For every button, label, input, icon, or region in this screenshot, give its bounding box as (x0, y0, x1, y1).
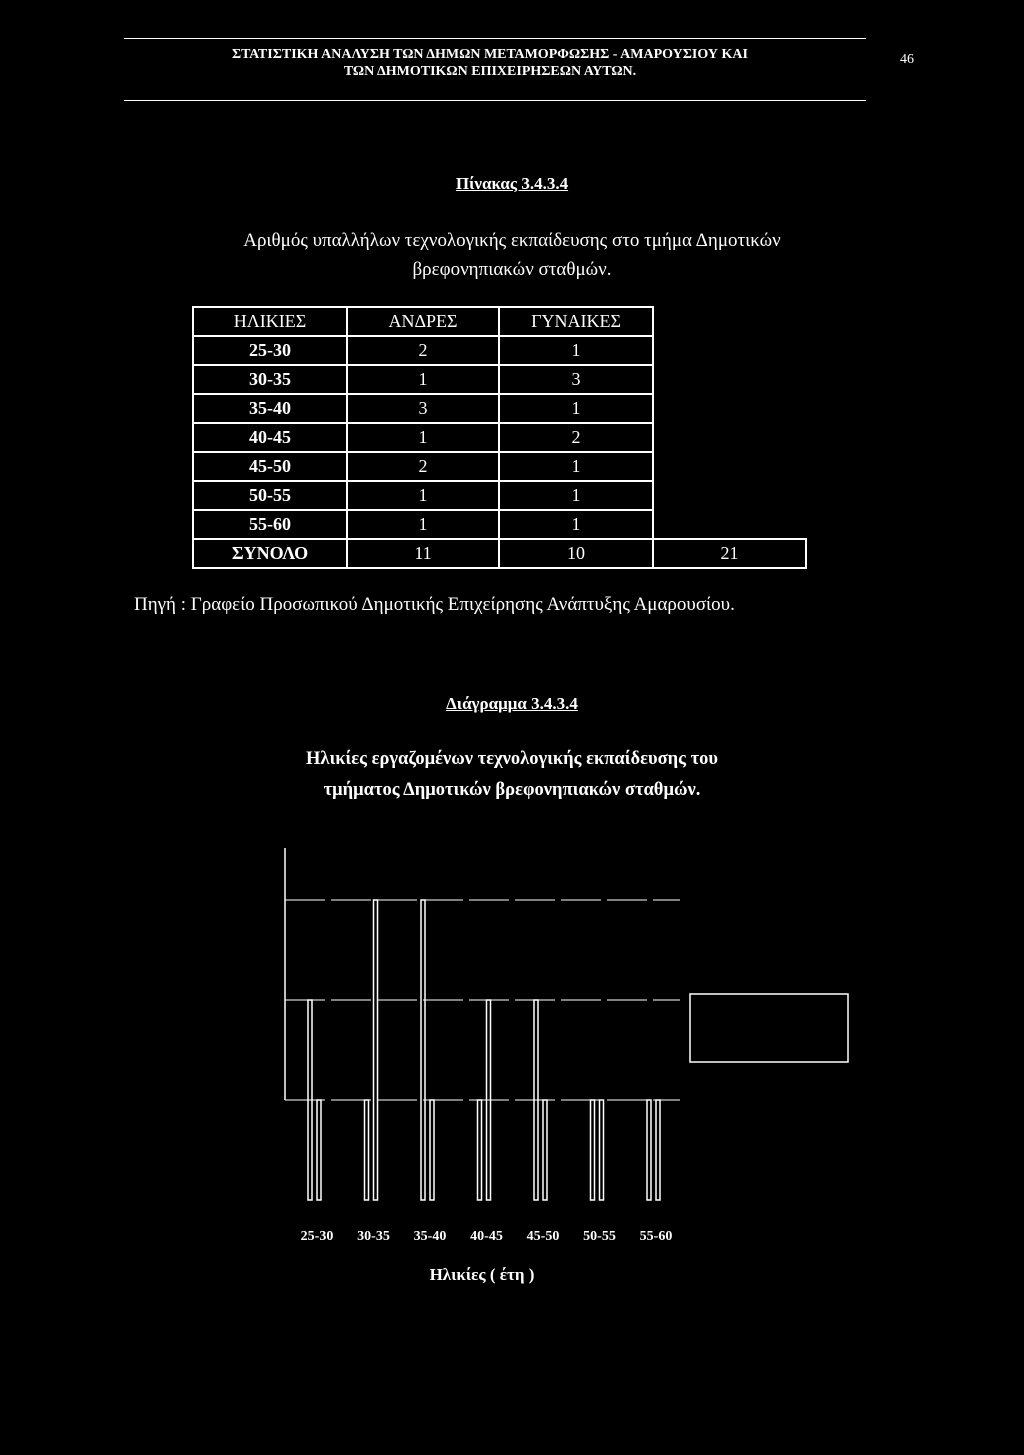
table-cell-age: 25-30 (193, 336, 347, 365)
table-cell-men: 1 (347, 510, 499, 539)
chart-bar (600, 1100, 604, 1200)
table-source-note: Πηγή : Γραφείο Προσωπικού Δημοτικής Επιχείρησης Ανάπτυξης Αμαρουσίου. (134, 594, 735, 615)
table-cell-age: 35-40 (193, 394, 347, 423)
chart-x-tick-label: 40-45 (470, 1229, 503, 1244)
table-cell-men: 3 (347, 394, 499, 423)
page-number: 46 (900, 52, 914, 67)
table-cell-men: 1 (347, 365, 499, 394)
chart-bar (647, 1100, 651, 1200)
table-cell-men: 1 (347, 481, 499, 510)
chart-x-tick-label: 45-50 (526, 1229, 560, 1244)
table-cell-men: 1 (347, 423, 499, 452)
chart-x-axis-title: Ηλικίες ( έτη ) (429, 1265, 535, 1284)
chart-bar (430, 1100, 434, 1200)
chart-x-tick-label: 50-55 (583, 1229, 616, 1244)
chart-bar (365, 1100, 369, 1200)
table-cell-age: 30-35 (193, 365, 347, 394)
header-line-1: ΣΤΑΤΙΣΤΙΚΗ ΑΝΑΛΥΣΗ ΤΩΝ ΔΗΜΩΝ ΜΕΤΑΜΟΡΦΩΣΗΣ - ΑΜΑΡΟΥΣΙΟΥ ΚΑΙ (232, 47, 748, 62)
header-line-2: ΤΩΝ ΔΗΜΟΤΙΚΩΝ ΕΠΙΧΕΙΡΗΣΕΩΝ ΑΥΤΩΝ. (343, 64, 637, 79)
table-header-cell: ΓΥΝΑΙΚΕΣ (499, 307, 653, 336)
table-cell-men: 2 (347, 336, 499, 365)
chart-x-tick-label: 25-30 (300, 1229, 334, 1244)
table-cell-women: 1 (499, 452, 653, 481)
chart-x-tick-label: 35-40 (413, 1229, 447, 1244)
table-description-line-1: Αριθμός υπαλλήλων τεχνολογικής εκπαίδευσης στο τμήμα Δημοτικών (243, 230, 781, 251)
chart-title-text: Διάγραμμα 3.4.3.4 (446, 694, 578, 713)
chart-bars (308, 900, 660, 1200)
table-cell-women: 3 (499, 365, 653, 394)
chart-x-tick-label: 55-60 (639, 1229, 673, 1244)
chart-description-line-1: Ηλικίες εργαζομένων τεχνολογικής εκπαίδευσης του (306, 749, 718, 769)
table-cell-age: 50-55 (193, 481, 347, 510)
table-cell-age: 55-60 (193, 510, 347, 539)
table-header-cell: ΗΛΙΚΙΕΣ (193, 307, 347, 336)
table-header-cell: ΑΝΔΡΕΣ (347, 307, 499, 336)
table-total-label: ΣΥΝΟΛΟ (193, 539, 347, 568)
table-cell-women: 2 (499, 423, 653, 452)
table-description-line-2: βρεφονηπιακών σταθμών. (412, 259, 612, 280)
chart-x-tick-label: 30-35 (357, 1229, 390, 1244)
chart-description-line-2: τμήματος Δημοτικών βρεφονηπιακών σταθμών. (323, 780, 701, 800)
table-cell-women: 1 (499, 481, 653, 510)
chart-bar (543, 1100, 547, 1200)
chart-bar (317, 1100, 321, 1200)
chart-bar (478, 1100, 482, 1200)
chart-x-tick-labels (301, 1229, 673, 1244)
table-cell-age: 45-50 (193, 452, 347, 481)
table-cell-women: 1 (499, 510, 653, 539)
table-total-women: 10 (499, 539, 653, 568)
chart-bar (374, 900, 378, 1200)
table-cell-men: 2 (347, 452, 499, 481)
table-total-all: 21 (653, 539, 806, 568)
table-cell-women: 1 (499, 336, 653, 365)
chart-bar (591, 1100, 595, 1200)
table-cell-women: 1 (499, 394, 653, 423)
table-title-text: Πίνακας 3.4.3.4 (455, 174, 569, 193)
table-cell-age: 40-45 (193, 423, 347, 452)
chart-legend-box (690, 994, 848, 1062)
table-total-men: 11 (347, 539, 499, 568)
chart-grid (285, 900, 680, 1100)
chart-bar (656, 1100, 660, 1200)
chart-bar (421, 900, 425, 1200)
